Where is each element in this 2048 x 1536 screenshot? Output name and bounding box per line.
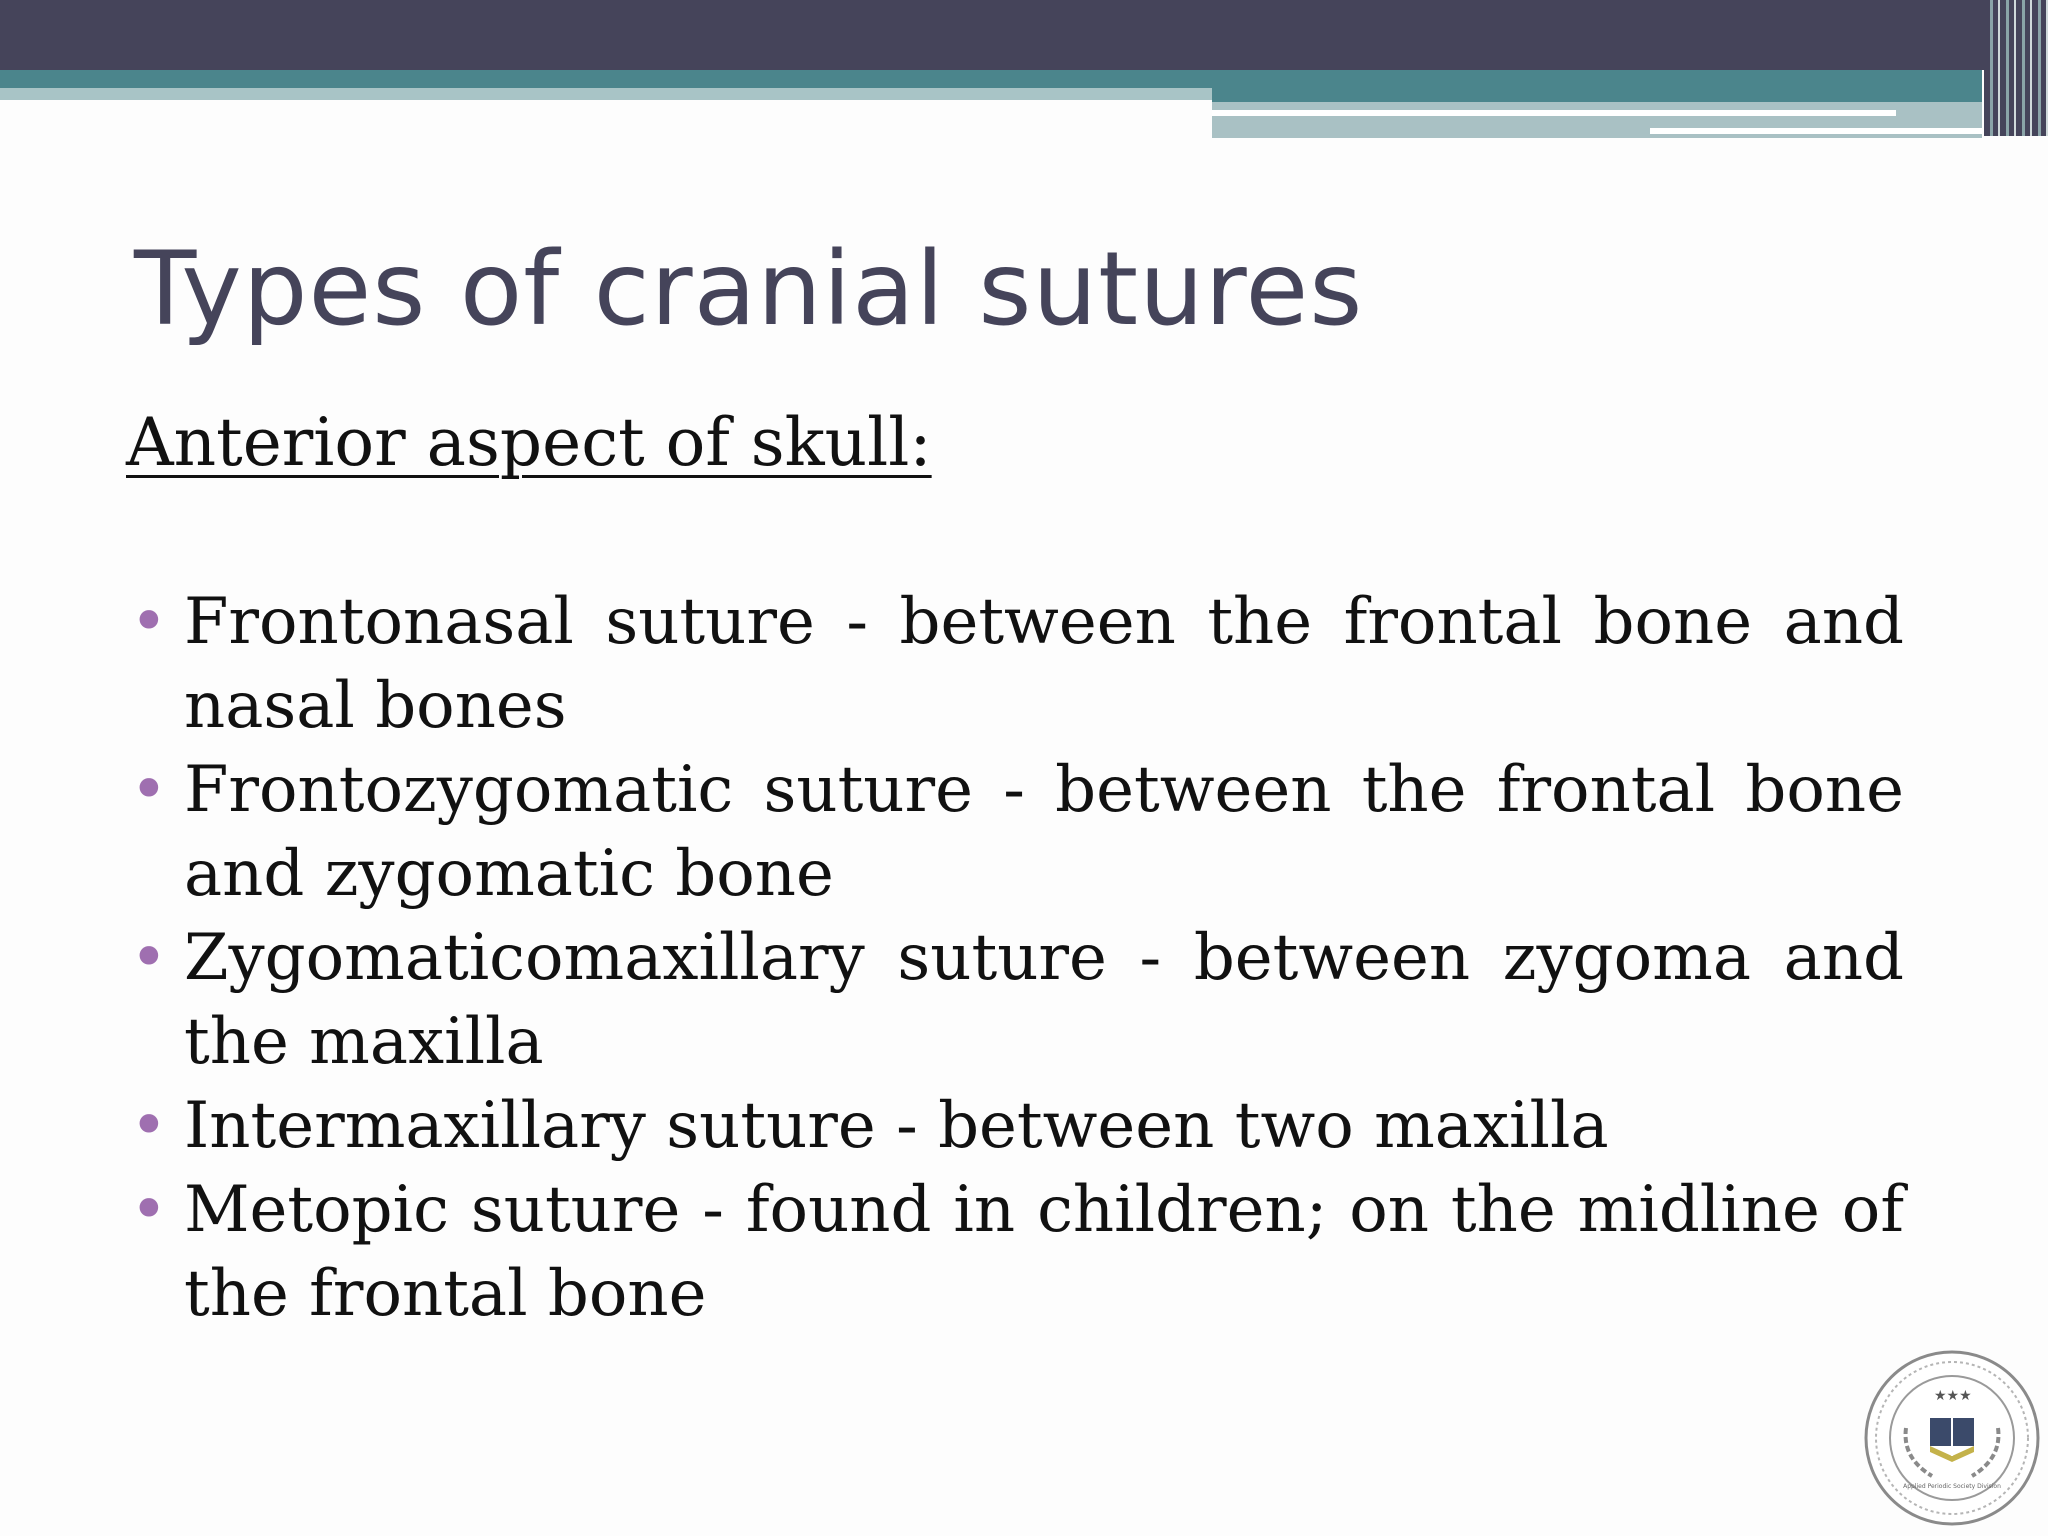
slide-subtitle: Anterior aspect of skull: — [126, 404, 932, 481]
header-band-teal-right — [1212, 70, 1982, 102]
header-band-teal-left — [0, 70, 1212, 88]
bullet-text: Frontonasal suture - between the frontal bone and nasal bones — [184, 585, 1904, 743]
bullet-dot-icon: • — [130, 753, 168, 827]
bullet-dot-icon: • — [130, 1089, 168, 1163]
header-band-light-left — [0, 88, 1212, 100]
bullet-text: Metopic suture - found in children; on the midline of the frontal bone — [184, 1173, 1904, 1331]
header-stripes — [1984, 0, 2048, 136]
bullet-dot-icon: • — [130, 921, 168, 995]
bullet-dot-icon: • — [130, 585, 168, 659]
bullet-text: Intermaxillary suture - between two maxilla — [184, 1089, 1609, 1163]
bullet-item — [126, 1168, 1904, 1336]
svg-text:★★★: ★★★ — [1934, 1388, 1972, 1404]
bullet-text: Zygomaticomaxillary suture - between zygoma and the maxilla — [184, 921, 1904, 1079]
bullet-item — [126, 1084, 1904, 1168]
svg-text:Applied Periodic Society Divis: Applied Periodic Society Division — [1903, 1483, 2001, 1490]
bullet-item — [126, 748, 1904, 916]
academic-seal-icon — [1862, 1348, 2042, 1528]
header-band-dark — [0, 0, 2048, 70]
slide-title: Types of cranial sutures — [134, 230, 1364, 349]
header-accent-line-short — [1650, 128, 1982, 134]
bullet-text: Frontozygomatic suture - between the frontal bone and zygomatic bone — [184, 753, 1904, 911]
header-accent-line — [1212, 110, 1896, 116]
bullet-list — [126, 580, 1904, 1336]
bullet-item — [126, 580, 1904, 748]
bullet-dot-icon: • — [130, 1173, 168, 1247]
bullet-item — [126, 916, 1904, 1084]
